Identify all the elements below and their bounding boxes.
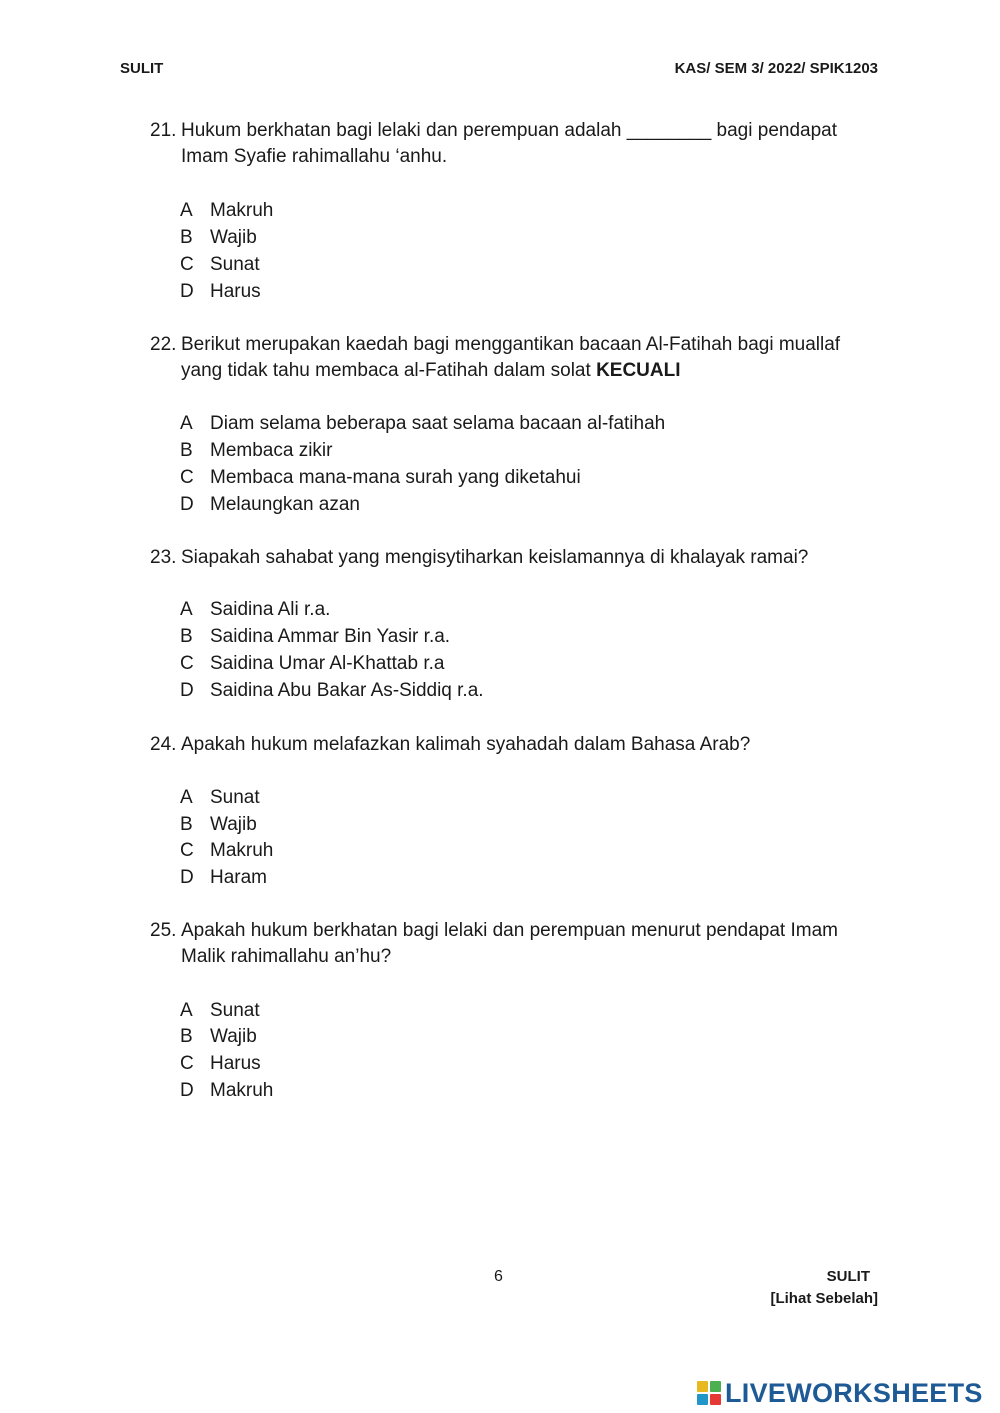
option-d: D Harus (180, 281, 261, 302)
question-text: Siapakah sahabat yang mengisytiharkan keislamannya di khalayak ramai? (181, 547, 809, 568)
footer-next-page: [Lihat Sebelah] (770, 1290, 878, 1307)
question-text: Berikut merupakan kaedah bagi menggantikan bacaan Al-Fatihah bagi muallaf yang tidak tahu membaca al-Fatihah dalam solat KECUALI (181, 334, 841, 381)
option-c: C Makruh (180, 840, 274, 861)
question-text: Hukum berkhatan bagi lelaki dan perempuan adalah ________ bagi pendapat Imam Syafie rahimallahu ‘anhu. (181, 120, 838, 167)
question-number: 24. (150, 734, 177, 755)
logo-square-l (697, 1381, 708, 1392)
page-number: 6 (494, 1268, 503, 1285)
logo-square-e (710, 1394, 721, 1405)
header-left: SULIT (120, 60, 164, 77)
question-number: 21. (150, 120, 177, 141)
option-a: A Diam selama beberapa saat selama bacaan al-fatihah (180, 413, 666, 434)
question-number: 25. (150, 920, 177, 941)
footer-sulit: SULIT (826, 1268, 870, 1285)
question-number: 22. (150, 334, 177, 355)
option-b: B Wajib (180, 814, 257, 835)
question-number: 23. (150, 547, 177, 568)
option-b: B Wajib (180, 227, 257, 248)
header-right: KAS/ SEM 3/ 2022/ SPIK1203 (674, 60, 878, 77)
logo-square-i (710, 1381, 721, 1392)
option-c: C Harus (180, 1053, 261, 1074)
option-d: D Saidina Abu Bakar As-Siddiq r.a. (180, 680, 484, 701)
option-b: B Wajib (180, 1026, 257, 1047)
option-a: A Sunat (180, 1000, 260, 1021)
option-d: D Makruh (180, 1080, 274, 1101)
logo-square-v (697, 1394, 708, 1405)
question-text: Apakah hukum berkhatan bagi lelaki dan perempuan menurut pendapat Imam Malik rahimallahu an’hu? (181, 920, 838, 967)
question-text: Apakah hukum melafazkan kalimah syahadah dalam Bahasa Arab? (181, 734, 751, 755)
logo-squares-icon (697, 1381, 721, 1405)
option-d: D Melaungkan azan (180, 494, 360, 515)
option-a: A Saidina Ali r.a. (180, 599, 331, 620)
logo-text: LIVEWORKSHEETS (725, 1377, 983, 1408)
option-a: A Sunat (180, 787, 260, 808)
option-c: C Membaca mana-mana surah yang diketahui (180, 467, 581, 488)
option-b: B Membaca zikir (180, 440, 333, 461)
option-a: A Makruh (180, 200, 274, 221)
option-c: C Sunat (180, 254, 260, 275)
option-d: D Haram (180, 867, 268, 888)
liveworksheets-logo (697, 1378, 983, 1408)
option-c: C Saidina Umar Al-Khattab r.a (180, 653, 445, 674)
option-b: B Saidina Ammar Bin Yasir r.a. (180, 626, 451, 647)
